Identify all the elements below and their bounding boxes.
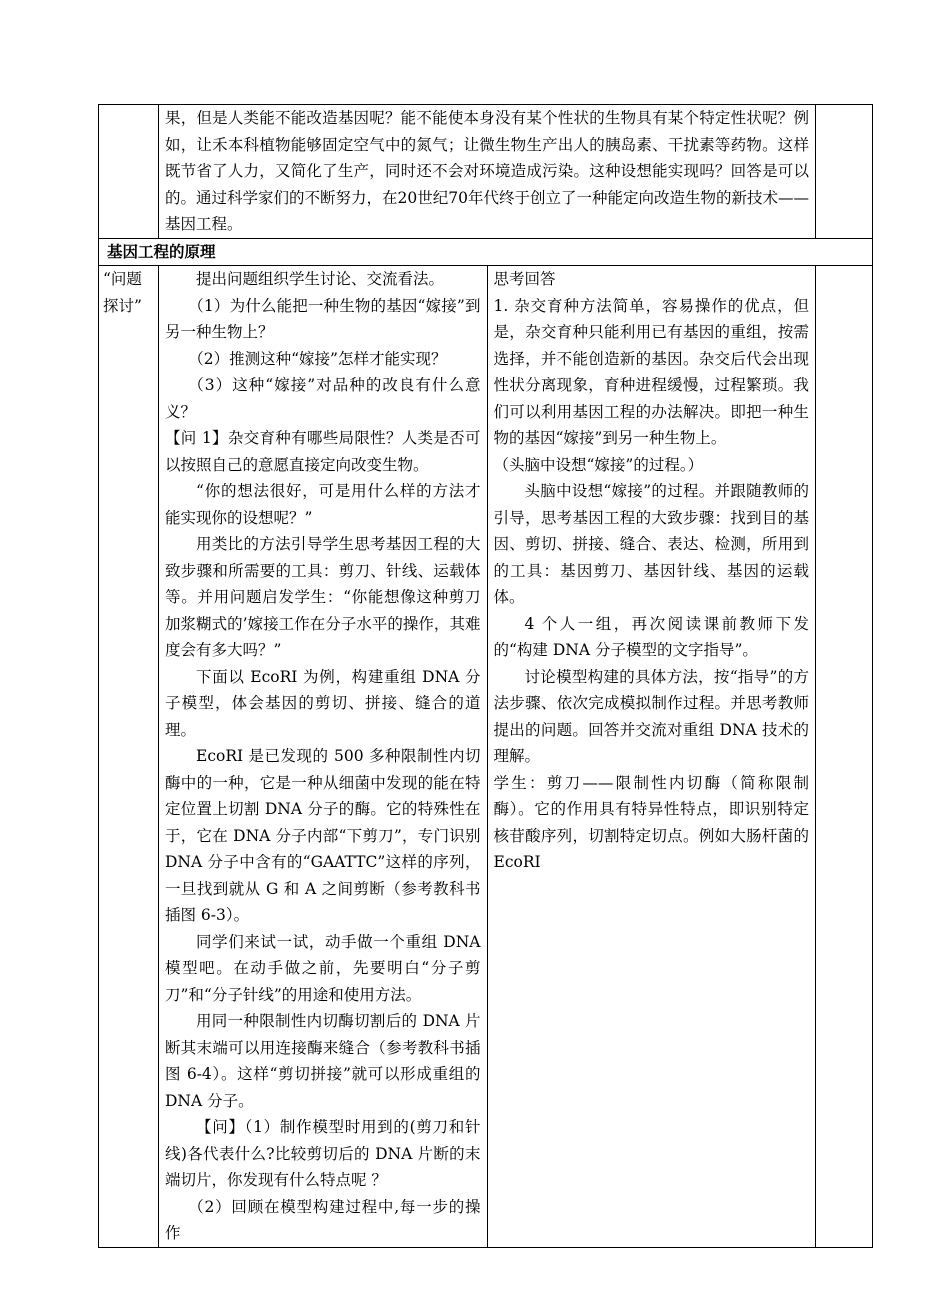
document-page (98, 104, 873, 1248)
intro-cell (159, 105, 816, 239)
student-paragraph: 思考回答 (493, 270, 556, 288)
section-title: 基因工程的原理 (99, 238, 873, 266)
lesson-plan-table (98, 104, 873, 1248)
remark-cell (816, 266, 873, 1248)
teacher-paragraph: “你的想法很好，可是用什么样的方法才能实现你的设想呢？” (165, 482, 481, 527)
intro-paragraph: 果，但是人类能不能改造基因呢？能不能使本身没有某个性状的生物具有某个特定性状呢？例如，让禾本科植物能够固定空气中的氮气；让微生物生产出人的胰岛素、干扰素等药物。这样既节省了人力，又简化了生产，同时还不会对环境造成污染。这种设想能实现吗？回答是可以的。通过科学家们的不断努力，在20世纪70年代终于创立了一种能定向改造生物的新技术——基因工程。 (165, 109, 809, 233)
intro-row (99, 105, 873, 239)
teacher-activity-cell (159, 266, 488, 1248)
stage-label: “问题探讨” (99, 266, 159, 1248)
teacher-paragraph: （3）这种“嫁接”对品种的改良有什么意义？ (165, 376, 481, 421)
teacher-paragraph: 下面以 EcoRI 为例，构建重组 DNA 分子模型，体会基因的剪切、拼接、缝合的道理。 (165, 667, 481, 739)
teacher-paragraph: 用同一种限制性内切酶切割后的 DNA 片断其末端可以用连接酶来缝合（参考教科书插图 6-4）。这样“剪切拼接”就可以形成重组的 DNA 分子。 (165, 1012, 481, 1110)
content-row (99, 266, 873, 1248)
teacher-paragraph: （1）为什么能把一种生物的基因“嫁接”到另一种生物上？ (165, 296, 481, 341)
student-paragraph: （头脑中设想“嫁接”的过程。） (493, 455, 704, 474)
student-paragraph: 1. 杂交育种方法简单，容易操作的优点，但是，杂交育种只能利用已有基因的重组，按需选择，并不能创造新的基因。杂交后代会出现性状分离现象，育种进程缓慢，过程繁琐。我们可以利用基因工程的办法解决。即把一种生物的基因“嫁接”到另一种生物上。 (493, 296, 809, 447)
section-row (99, 238, 873, 266)
teacher-paragraph: 同学们来试一试，动手做一个重组 DNA 模型吧。在动手做之前，先要明白“分子剪刀”和“分子针线”的用途和使用方法。 (165, 932, 481, 1004)
teacher-paragraph: 【问 1】杂交育种有哪些局限性？人类是否可以按照自己的意愿直接定向改变生物。 (165, 429, 481, 474)
student-paragraph: 学生：剪刀——限制性内切酶（简称限制酶）。它的作用具有特异性特点，即识别特定核苷酸序列，切割特定切点。例如大肠杆菌的 EcoRI (493, 773, 809, 871)
teacher-paragraph: （2）回顾在模型构建过程中,每一步的操作 (165, 1197, 481, 1242)
empty-stage-cell (99, 105, 159, 239)
empty-remark-cell (816, 105, 873, 239)
student-paragraph: 讨论模型构建的具体方法，按“指导”的方法步骤、依次完成模拟制作过程。并思考教师提出的问题。回答并交流对重组 DNA 技术的理解。 (493, 667, 809, 765)
teacher-paragraph: 【问】（1）制作模型时用到的(剪刀和针线)各代表什么?比较剪切后的 DNA 片断的末端切片，你发现有什么特点呢 ？ (165, 1118, 481, 1189)
teacher-paragraph: 提出问题组织学生讨论、交流看法。 (196, 270, 445, 288)
student-paragraph: 4 个人一组，再次阅读课前教师下发的“构建 DNA 分子模型的文字指导”。 (493, 614, 809, 659)
student-activity-cell (487, 266, 816, 1248)
teacher-paragraph: （2）推测这种“嫁接”怎样才能实现？ (188, 349, 447, 368)
teacher-paragraph: EcoRI 是已发现的 500 多种限制性内切酶中的一种，它是一种从细菌中发现的能在特定位置上切割 DNA 分子的酶。它的特殊性在于，它在 DNA 分子内部“下剪刀”，专门识别 DNA 分子中含有的“GAATTC”这样的序列，一旦找到就从 G 和 A 之间剪断（参考教科书插图 6-3）。 (165, 747, 481, 924)
student-paragraph: 头脑中设想“嫁接”的过程。并跟随教师的引导，思考基因工程的大致步骤：找到目的基因、剪切、拼接、缝合、表达、检测，所用到的工具：基因剪刀、基因针线、基因的运载体。 (493, 482, 809, 606)
teacher-paragraph: 用类比的方法引导学生思考基因工程的大致步骤和所需要的工具：剪刀、针线、运载体等。并用问题启发学生：“你能想像这种剪刀加浆糊式的’嫁接工作在分子水平的操作，其难度会有多大吗？” (165, 535, 481, 659)
